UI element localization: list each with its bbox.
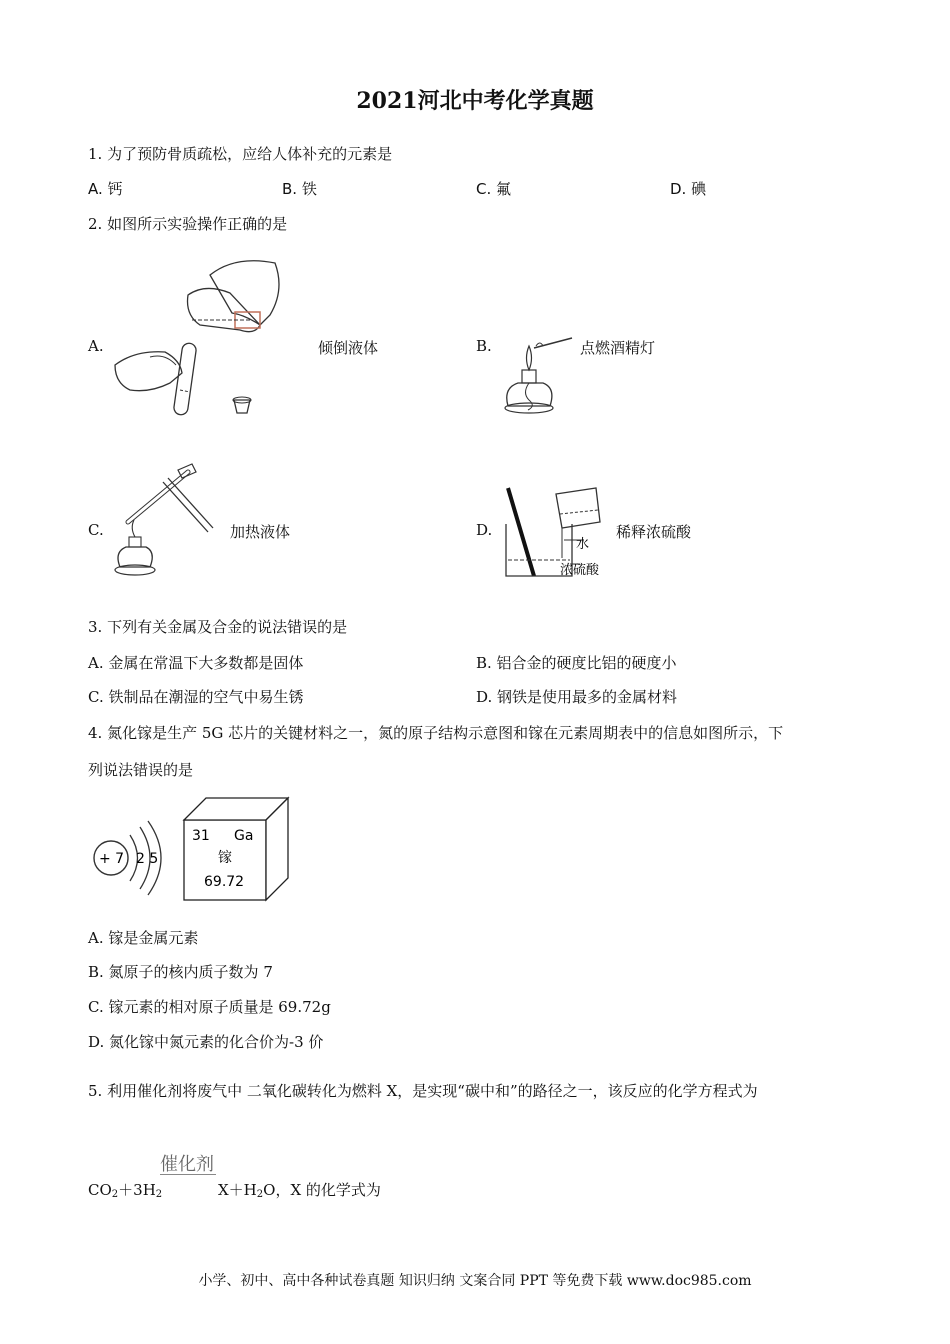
- question-2-option-a-letter: A.: [88, 337, 104, 355]
- question-3-option-a: A. 金属在常温下大多数都是固体: [88, 654, 304, 672]
- atom-nucleus-label: + 7: [99, 851, 125, 867]
- question-3-option-b: B. 铝合金的硬度比铝的硬度小: [476, 654, 677, 672]
- question-4-option-b: B. 氮原子的核内质子数为 7: [88, 963, 273, 981]
- element-number: 31: [192, 828, 210, 844]
- question-3-option-d: D. 钢铁是使用最多的金属材料: [476, 688, 678, 706]
- page-footer: 小学、初中、高中各种试卷真题 知识归纳 文案合同 PPT 等免费下载 www.doc985.com: [198, 1273, 752, 1289]
- question-2-option-c-letter: C.: [88, 521, 104, 539]
- nitrogen-atom-structure-diagram: [90, 813, 170, 903]
- question-1-option-c: C. 氟: [476, 180, 512, 198]
- figure-d-label-water: 水: [576, 537, 590, 552]
- question-4-option-a: A. 镓是金属元素: [88, 929, 199, 947]
- pour-liquid-illustration: [110, 255, 310, 420]
- element-symbol: Ga: [234, 828, 254, 844]
- page-title: 2021河北中考化学真题: [356, 88, 594, 114]
- question-1-option-a: A. 钙: [88, 180, 123, 198]
- element-mass: 69.72: [204, 874, 245, 890]
- chemical-equation-right: $X+H_2O$，X 的化学式为: [218, 1181, 381, 1200]
- question-1-stem: 1. 为了预防骨质疏松，应给人体补充的元素是: [88, 145, 393, 163]
- question-2-option-c-caption: 加热液体: [230, 523, 291, 541]
- question-1-option-d: D. 碘: [670, 180, 707, 198]
- heating-liquid-illustration: [108, 462, 228, 582]
- question-2-option-b-letter: B.: [476, 337, 492, 355]
- dilute-acid-illustration: [500, 484, 612, 582]
- question-2-option-a-caption: 倾倒液体: [318, 339, 379, 357]
- gallium-element-card: [180, 796, 292, 904]
- figure-d-label-acid: 浓硫酸: [560, 563, 600, 578]
- atom-shell-electrons: 2 5: [136, 851, 159, 867]
- question-4-stem-line2: 列说法错误的是: [88, 761, 194, 779]
- alcohol-lamp-lighting-illustration: [498, 328, 578, 423]
- reaction-arrow-line: [160, 1174, 216, 1175]
- question-2-option-d-caption: 稀释浓硫酸: [616, 523, 692, 541]
- question-5-stem: 5. 利用催化剂将废气中 二氧化碳转化为燃料 X，是实现“碳中和”的路径之一，该反应的化学方程式为: [88, 1082, 758, 1100]
- catalyst-label: 催化剂: [160, 1154, 214, 1175]
- question-4-option-d: D. 氮化镓中氮元素的化合价为-3 价: [88, 1033, 324, 1051]
- question-3-stem: 3. 下列有关金属及合金的说法错误的是: [88, 618, 348, 636]
- question-2-stem: 2. 如图所示实验操作正确的是: [88, 215, 288, 233]
- element-name: 镓: [218, 850, 232, 866]
- chemical-equation-left: $CO_2+3H_2$: [88, 1181, 163, 1200]
- question-4-stem-line1: 4. 氮化镓是生产 5G 芯片的关键材料之一，氮的原子结构示意图和镓在元素周期表中的信息如图所示，下: [88, 724, 784, 742]
- question-1-option-b: B. 铁: [282, 180, 317, 198]
- question-2-option-b-caption: 点燃酒精灯: [580, 339, 656, 357]
- question-4-option-c: C. 镓元素的相对原子质量是 69.72g: [88, 998, 331, 1016]
- question-2-option-d-letter: D.: [476, 521, 493, 539]
- question-3-option-c: C. 铁制品在潮湿的空气中易生锈: [88, 688, 304, 706]
